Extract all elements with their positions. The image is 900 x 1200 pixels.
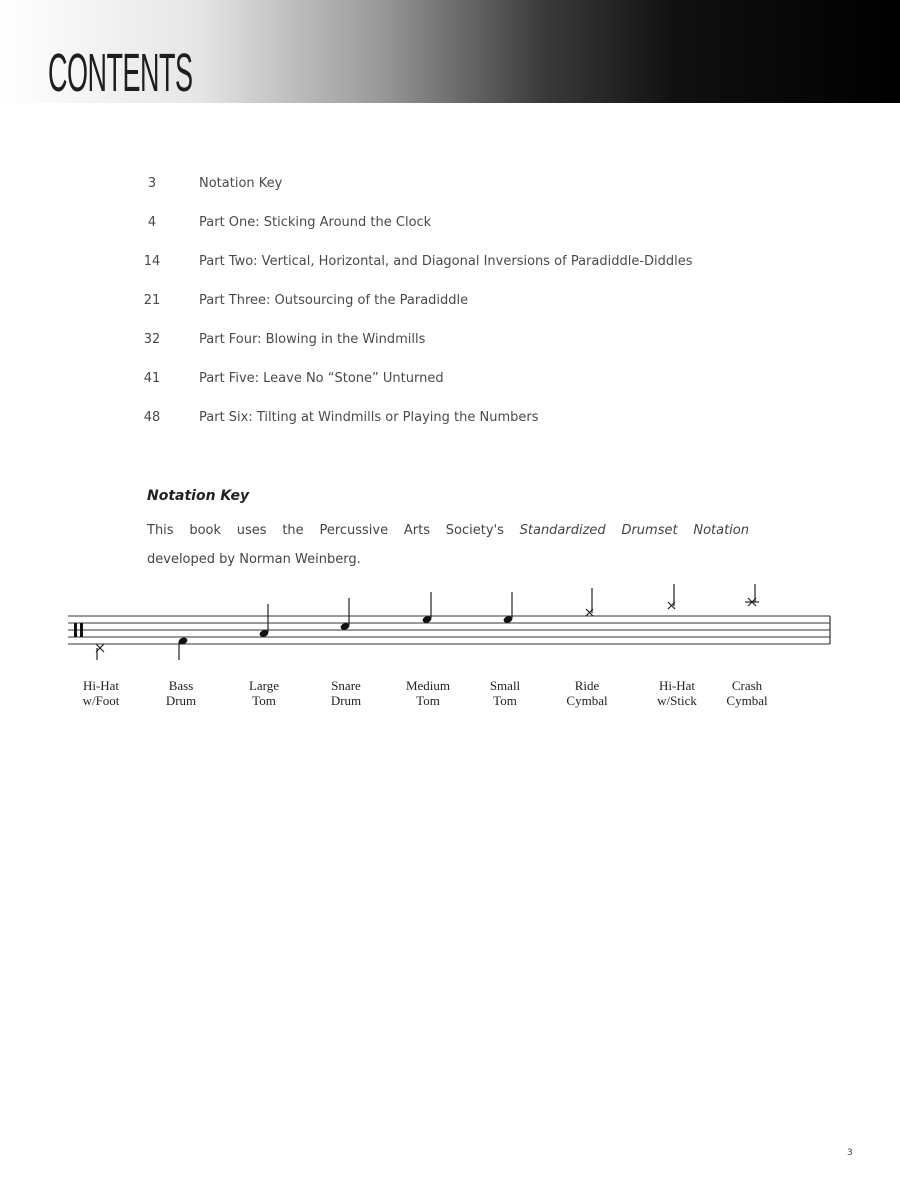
toc-page-number: 48 xyxy=(143,410,161,425)
snare-drum-note xyxy=(340,598,351,631)
toc-entry-label: Part One: Sticking Around the Clock xyxy=(199,215,432,230)
notation-intro-paragraph xyxy=(147,516,749,574)
label-ride-cymbal: Ride Cymbal xyxy=(566,678,608,708)
hi-hat-stick-note xyxy=(668,584,675,609)
label-hi-hat-stick: Hi-Hat w/Stick xyxy=(657,678,697,708)
table-of-contents xyxy=(140,176,800,449)
small-tom-note xyxy=(503,592,514,624)
toc-entry[interactable] xyxy=(140,293,800,332)
notation-key-heading: Notation Key xyxy=(147,488,250,504)
label-large-tom: Large Tom xyxy=(248,678,280,708)
intro-book-title: Standardized Drumset Notation xyxy=(519,523,749,538)
hi-hat-foot-note xyxy=(96,644,104,660)
drumset-notation-staff xyxy=(0,580,900,660)
toc-page-number: 32 xyxy=(143,332,161,347)
toc-entry-label: Part Six: Tilting at Windmills or Playing the Numbers xyxy=(199,410,539,425)
toc-entry[interactable] xyxy=(140,332,800,371)
toc-page-number: 3 xyxy=(147,176,157,191)
toc-page-number: 21 xyxy=(143,293,161,308)
toc-entry[interactable] xyxy=(140,215,800,254)
toc-entry-label: Part Five: Leave No “Stone” Unturned xyxy=(199,371,444,386)
toc-entry-label: Part Four: Blowing in the Windmills xyxy=(199,332,426,347)
intro-text-end: developed by Norman Weinberg. xyxy=(147,552,361,567)
toc-page-number: 14 xyxy=(143,254,161,269)
toc-entry-label: Part Three: Outsourcing of the Paradiddle xyxy=(199,293,469,308)
medium-tom-note xyxy=(422,592,433,624)
ride-cymbal-note xyxy=(586,588,593,616)
toc-entry[interactable] xyxy=(140,176,800,215)
crash-cymbal-note xyxy=(745,584,759,606)
bass-drum-note xyxy=(178,636,189,660)
large-tom-note xyxy=(259,604,270,638)
label-crash-cymbal: Crash Cymbal xyxy=(726,678,768,708)
toc-entry-label: Notation Key xyxy=(199,176,283,191)
page-number: 3 xyxy=(847,1148,853,1158)
toc-entry[interactable] xyxy=(140,371,800,410)
label-medium-tom: Medium Tom xyxy=(405,678,451,708)
label-hi-hat-foot: Hi-Hat w/Foot xyxy=(82,678,120,708)
label-bass-drum: Bass Drum xyxy=(165,678,197,708)
toc-entry-label: Part Two: Vertical, Horizontal, and Diagonal Inversions of Paradiddle-Diddles xyxy=(199,254,693,269)
toc-page-number: 41 xyxy=(143,371,161,386)
label-snare-drum: Snare Drum xyxy=(330,678,362,708)
page-title: CONTENTS xyxy=(48,43,193,103)
toc-page-number: 4 xyxy=(147,215,157,230)
label-small-tom: Small Tom xyxy=(489,678,521,708)
intro-text-start: This book uses the Percussive Arts Society's xyxy=(147,523,520,538)
toc-entry[interactable] xyxy=(140,410,800,449)
toc-entry[interactable] xyxy=(140,254,800,293)
